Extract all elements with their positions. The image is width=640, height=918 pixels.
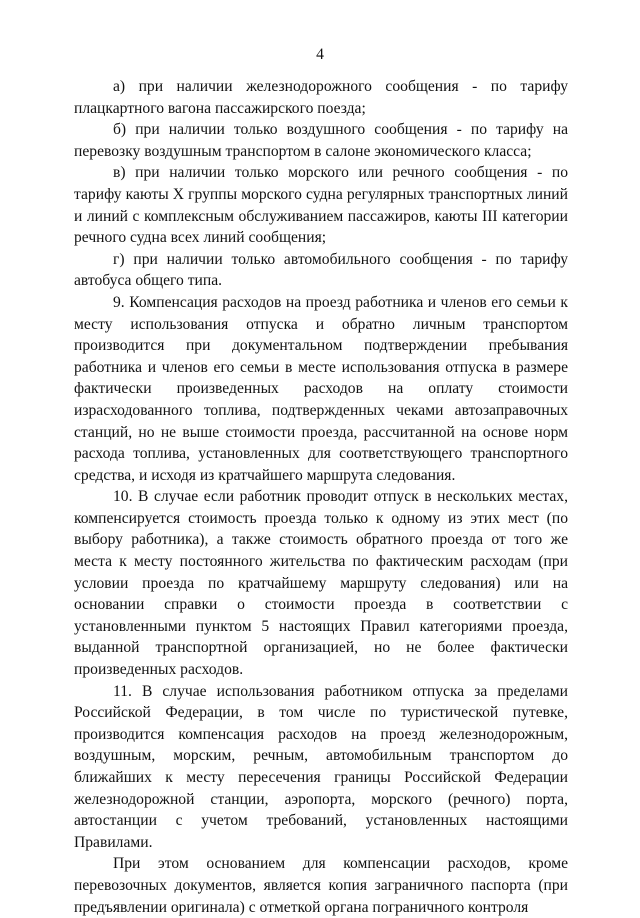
paragraph-v: в) при наличии только морского или речного сообщения - по тарифу каюты X группы морского судна регулярных транспортных линий и линий с комплексным обслуживанием пассажиров, каюты III категории речного судна всех линий сообщения; [74, 164, 568, 247]
document-body [74, 76, 568, 918]
paragraph-9: 9. Компенсация расходов на проезд работника и членов его семьи к месту использования отпуска и обратно личным транспортом производится при документальном подтверждении пребывания работника и членов его семьи в месте использования отпуска в размере фактически произведенных расходов на оплату стоимости израсходованного топлива, подтвержденных чеками автозаправочных станций, но не выше стоимости проезда, рассчитанной на основе норм расхода топлива, установленных для соответствующего транспортного средства, и исходя из кратчайшего маршрута следования. [74, 293, 568, 484]
paragraph-b: б) при наличии только воздушного сообщения - по тарифу на перевозку воздушным транспортом в салоне экономического класса; [74, 121, 568, 160]
page-number: 4 [316, 46, 324, 63]
paragraph-a: а) при наличии железнодорожного сообщения - по тарифу плацкартного вагона пассажирского поезда; [74, 78, 568, 117]
paragraph-11: 11. В случае использования работником отпуска за пределами Российской Федерации, в том числе по туристической путевке, производится компенсация расходов на проезд железнодорожным, воздушным, морским, речным, автомобильным транспортом до ближайших к месту пересечения границы Российской Федерации железнодорожной станции, аэропорта, морского (речного) порта, автостанции с учетом требований, установленных настоящими Правилами. [74, 682, 568, 851]
paragraph-11-continuation: При этом основанием для компенсации расходов, кроме перевозочных документов, является копия заграничного паспорта (при предъявлении оригинала) с отметкой органа пограничного контроля [74, 855, 568, 916]
paragraph-10: 10. В случае если работник проводит отпуск в нескольких местах, компенсируется стоимость проезда только к одному из этих мест (по выбору работника), а также стоимость обратного проезда от того же места к месту постоянного жительства по фактическим расходам (при условии проезда по кратчайшему маршруту следования) или на основании справки о стоимости проезда в соответствии с установленными пунктом 5 настоящих Правил категориями проезда, выданной транспортной организацией, но не более фактически произведенных расходов. [74, 488, 568, 679]
paragraph-g: г) при наличии только автомобильного сообщения - по тарифу автобуса общего типа. [74, 250, 568, 290]
